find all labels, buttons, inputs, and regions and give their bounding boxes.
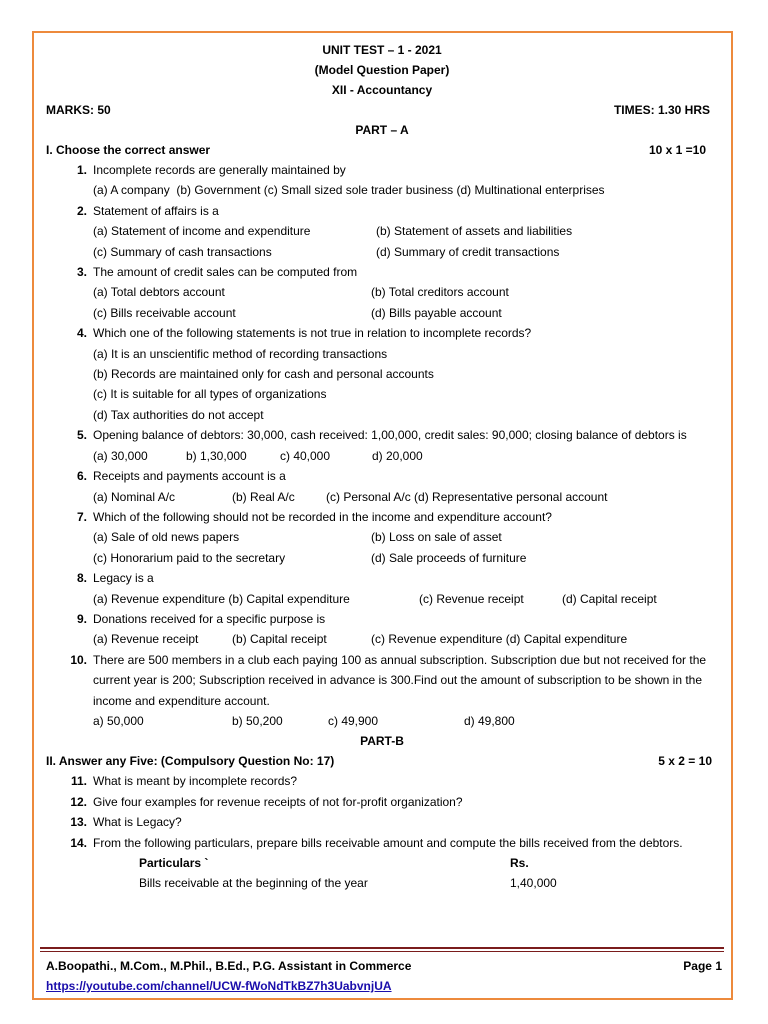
table-cell-amount: 1,40,000	[510, 876, 557, 891]
paper-subtitle: (Model Question Paper)	[314, 63, 450, 77]
option-line	[46, 282, 718, 302]
answer-option: (a) Statement of income and expenditure	[93, 224, 311, 239]
answer-option: (c) Revenue receipt	[419, 591, 524, 606]
option-line	[46, 344, 718, 364]
part-a-instruction: I. Choose the correct answer	[46, 143, 211, 157]
answer-option: a) 50,000	[93, 713, 144, 728]
answer-option: c) 40,000	[280, 448, 331, 463]
question-number: 6.	[76, 469, 87, 484]
question-number: 1.	[76, 163, 87, 177]
question-item	[46, 466, 718, 486]
part-b-heading: PART-B	[360, 734, 404, 749]
question-number: 7.	[76, 509, 87, 524]
question-number: 8.	[76, 571, 87, 586]
question-item	[46, 568, 718, 588]
footer-youtube-link[interactable]: https://youtube.com/channel/UCW-fWoNdTkBZ7h3UabvnjUA	[46, 979, 392, 993]
answer-option: b) 1,30,000	[186, 448, 247, 463]
answer-option: (b) Real A/c	[232, 489, 295, 504]
answer-option: (d) Capital receipt	[562, 591, 657, 606]
question-item	[46, 771, 718, 791]
footer-page-number: Page 1	[683, 959, 722, 973]
question-item	[46, 833, 718, 853]
part-b-score: 5 x 2 = 10	[658, 754, 712, 769]
option-line	[46, 303, 718, 323]
option-line	[46, 180, 718, 200]
answer-option: (a) Total debtors account	[93, 285, 225, 300]
option-line	[46, 242, 718, 262]
option-line	[46, 589, 718, 609]
footer-author: A.Boopathi., M.Com., M.Phil., B.Ed., P.G. Assistant in Commerce	[46, 959, 412, 973]
question-item	[46, 650, 718, 711]
option-line	[46, 487, 718, 507]
paper-title: UNIT TEST – 1 - 2021	[322, 43, 442, 57]
footer	[46, 956, 722, 996]
part-a-instruction-row	[46, 140, 718, 160]
part-b-instruction-row	[46, 751, 718, 771]
question-item	[46, 425, 718, 445]
question-text: Receipts and payments account is a	[93, 469, 286, 484]
answer-option: (c) Honorarium paid to the secretary	[93, 550, 286, 565]
answer-option: (d) Summary of credit transactions	[376, 244, 560, 259]
answer-option: (b) Total creditors account	[371, 285, 509, 300]
footer-rule-thin	[40, 951, 724, 952]
part-a-heading: PART – A	[355, 123, 409, 137]
question-item	[46, 609, 718, 629]
table-cell-particular: Bills receivable at the beginning of the year	[139, 876, 368, 891]
question-text: Incomplete records are generally maintained by	[93, 163, 346, 177]
answer-option: (c) Summary of cash transactions	[93, 244, 272, 259]
answer-option: (b) Loss on sale of asset	[371, 530, 502, 545]
option-line	[46, 446, 718, 466]
question-text: The amount of credit sales can be computed from	[93, 265, 358, 280]
table-header	[46, 853, 718, 873]
option-line	[46, 527, 718, 547]
question-text: What is Legacy?	[93, 815, 182, 830]
answer-option: (c) Revenue expenditure (d) Capital expenditure	[371, 632, 628, 647]
answer-option: (d) Bills payable account	[371, 305, 502, 320]
answer-option: (b) Capital receipt	[232, 632, 327, 647]
answer-option: d) 20,000	[372, 448, 423, 463]
answer-option: (a) It is an unscientific method of recording transactions	[93, 346, 388, 361]
question-text: There are 500 members in a club each paying 100 as annual subscription. Subscription due but not received for the current year is 200; Subscription received in advance is 300.Find out the amount of subscription to be shown in the income and expenditure account.	[93, 652, 707, 708]
answer-option: b) 50,200	[232, 713, 283, 728]
option-line	[46, 629, 718, 649]
question-text: Legacy is a	[93, 571, 154, 586]
question-item	[46, 792, 718, 812]
time-label: TIMES: 1.30 HRS	[613, 103, 710, 117]
question-number: 10.	[70, 652, 87, 667]
answer-option: (a) Nominal A/c	[93, 489, 176, 504]
answer-option: (b) Statement of assets and liabilities	[376, 224, 573, 239]
part-b-questions	[46, 771, 718, 853]
option-line	[46, 711, 718, 731]
option-line	[46, 221, 718, 241]
paper-subject: XII - Accountancy	[331, 83, 433, 97]
question-text: What is meant by incomplete records?	[93, 774, 298, 789]
part-a-questions	[46, 160, 718, 731]
question-number: 12.	[70, 794, 87, 809]
question-number: 14.	[70, 835, 87, 850]
question-number: 13.	[70, 815, 87, 830]
table-col-rs: Rs.	[510, 856, 529, 870]
question-item	[46, 201, 718, 221]
question-number: 9.	[76, 611, 87, 626]
question-text: Donations received for a specific purpose is	[93, 611, 326, 626]
question-text: Which one of the following statements is not true in relation to incomplete records?	[93, 326, 532, 341]
answer-option: (b) Records are maintained only for cash and personal accounts	[93, 367, 434, 382]
answer-option: (a) Sale of old news papers	[93, 530, 240, 545]
question-text: Statement of affairs is a	[93, 203, 219, 218]
answer-option: (c) Personal A/c (d) Representative personal account	[326, 489, 608, 504]
answer-option: (d) Sale proceeds of furniture	[371, 550, 527, 565]
option-line	[46, 405, 718, 425]
answer-option: c) 49,900	[328, 713, 379, 728]
question-number: 3.	[76, 265, 87, 280]
answer-option: (a) Revenue expenditure (b) Capital expenditure	[93, 591, 350, 606]
question-item	[46, 812, 718, 832]
table-col-particulars: Particulars `	[139, 856, 209, 870]
question-item	[46, 507, 718, 527]
question-text: From the following particulars, prepare bills receivable amount and compute the bills received from the debtors.	[93, 835, 683, 850]
footer-rule	[40, 947, 724, 949]
question-text: Give four examples for revenue receipts of not for-profit organization?	[93, 794, 463, 809]
answer-option: (d) Tax authorities do not accept	[93, 407, 264, 422]
question-number: 5.	[76, 428, 87, 443]
option-line	[46, 548, 718, 568]
answer-option: (c) Bills receivable account	[93, 305, 236, 320]
answer-option: (c) It is suitable for all types of organizations	[93, 387, 327, 402]
question-number: 4.	[76, 326, 87, 341]
option-line	[46, 364, 718, 384]
question-item	[46, 160, 718, 180]
option-line	[46, 384, 718, 404]
answer-option: (a) 30,000	[93, 448, 148, 463]
part-b-instruction: II. Answer any Five: (Compulsory Question No: 17)	[46, 754, 335, 769]
question-item	[46, 323, 718, 343]
answer-option: (a) Revenue receipt	[93, 632, 199, 647]
marks-label: MARKS: 50	[46, 103, 111, 117]
part-a-score: 10 x 1 =10	[648, 143, 706, 157]
answer-option: d) 49,800	[464, 713, 515, 728]
table-row	[46, 873, 718, 893]
question-paper	[46, 40, 718, 894]
marks-time-row	[46, 100, 718, 120]
answer-option: (a) A company (b) Government (c) Small sized sole trader business (d) Multinational enterprises	[93, 183, 605, 198]
question-number: 2.	[76, 203, 87, 218]
question-text: Which of the following should not be recorded in the income and expenditure account?	[93, 509, 552, 524]
question-item	[46, 262, 718, 282]
question-number: 11.	[70, 774, 87, 789]
question-text: Opening balance of debtors: 30,000, cash received: 1,00,000, credit sales: 90,000; closing balance of debtors is	[93, 428, 687, 443]
